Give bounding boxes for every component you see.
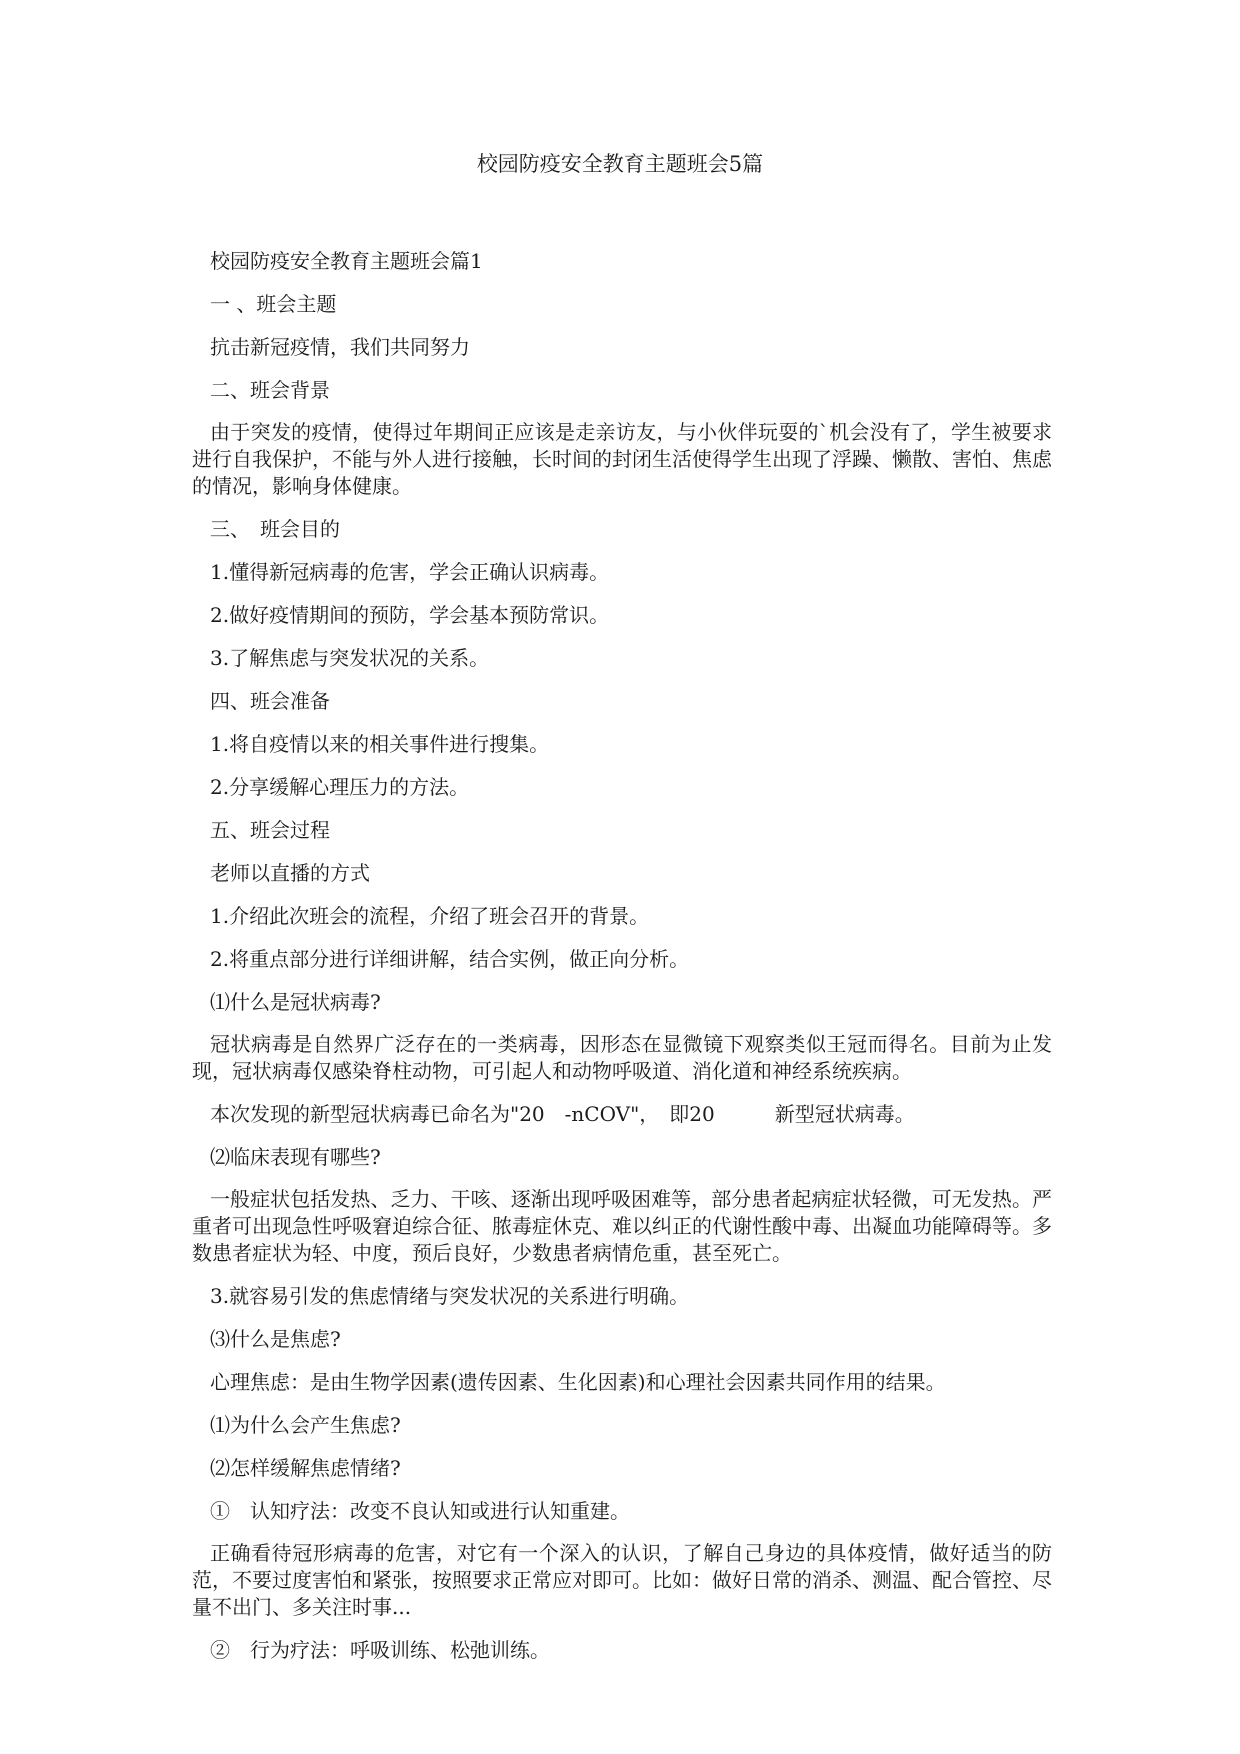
heading-preparation: 四、班会准备 — [210, 689, 330, 713]
theme-text: 抗击新冠疫情，我们共同努力 — [210, 335, 470, 359]
process-item: 2.将重点部分进行详细讲解，结合实例，做正向分析。 — [210, 947, 690, 971]
goal-item: 3.了解焦虑与突发状况的关系。 — [210, 646, 490, 670]
background-paragraph: 由于突发的疫情，使得过年期间正应该是走亲访友，与小伙伴玩耍的`机会没有了，学生被要求进行自我保护，不能与外人进行接触，长时间的封闭生活使得学生出现了浮躁、懒散、害怕、焦虑的情况，影响身体健康。 — [192, 420, 1052, 498]
question-anxiety-relief: ⑵怎样缓解焦虑情绪? — [210, 1456, 401, 1480]
method-cognitive: ① 认知疗法：改变不良认知或进行认知重建。 — [210, 1499, 630, 1523]
heading-goals: 三、 班会目的 — [210, 517, 340, 541]
question-anxiety-cause: ⑴为什么会产生焦虑? — [210, 1413, 401, 1437]
method-behavioral: ② 行为疗法：呼吸训练、松弛训练。 — [210, 1638, 550, 1662]
process-item: 1.介绍此次班会的流程，介绍了班会召开的背景。 — [210, 904, 650, 928]
question-coronavirus: ⑴什么是冠状病毒? — [210, 990, 381, 1014]
section-heading: 校园防疫安全教育主题班会篇1 — [210, 249, 483, 273]
answer-coronavirus: 冠状病毒是自然界广泛存在的一类病毒，因形态在显微镜下观察类似王冠而得名。目前为止发现，冠状病毒仅感染脊柱动物，可引起人和动物呼吸道、消化道和神经系统疾病。 — [192, 1032, 1052, 1083]
question-symptoms: ⑵临床表现有哪些? — [210, 1145, 381, 1169]
question-anxiety: ⑶什么是焦虑? — [210, 1327, 341, 1351]
document-body — [192, 247, 1052, 1679]
method-cognitive-text: 正确看待冠形病毒的危害，对它有一个深入的认识，了解自己身边的具体疫情，做好适当的防范，不要过度害怕和紧张，按照要求正常应对即可。比如：做好日常的消杀、测温、配合管控、尽量不出门、多关注时事... — [192, 1541, 1052, 1619]
document-title: 校园防疫安全教育主题班会5篇 — [476, 152, 764, 176]
heading-background: 二、班会背景 — [210, 378, 330, 402]
process-intro: 老师以直播的方式 — [210, 861, 370, 885]
answer-coronavirus-name: 本次发现的新型冠状病毒已命名为"20 -nCOV"， 即20 新型冠状病毒。 — [210, 1102, 915, 1126]
prep-item: 2.分享缓解心理压力的方法。 — [210, 775, 470, 799]
prep-item: 1.将自疫情以来的相关事件进行搜集。 — [210, 732, 550, 756]
heading-theme: 一 、班会主题 — [210, 292, 337, 316]
goal-item: 1.懂得新冠病毒的危害，学会正确认识病毒。 — [210, 560, 610, 584]
goal-item: 2.做好疫情期间的预防，学会基本预防常识。 — [210, 603, 610, 627]
heading-process: 五、班会过程 — [210, 818, 330, 842]
answer-symptoms: 一般症状包括发热、乏力、干咳、逐渐出现呼吸困难等，部分患者起病症状轻微，可无发热。严重者可出现急性呼吸窘迫综合征、脓毒症休克、难以纠正的代谢性酸中毒、出凝血功能障碍等。多数患者症状为轻、中度，预后良好，少数患者病情危重，甚至死亡。 — [192, 1187, 1052, 1265]
process-item: 3.就容易引发的焦虑情绪与突发状况的关系进行明确。 — [210, 1284, 690, 1308]
answer-anxiety: 心理焦虑：是由生物学因素(遗传因素、生化因素)和心理社会因素共同作用的结果。 — [210, 1370, 946, 1394]
